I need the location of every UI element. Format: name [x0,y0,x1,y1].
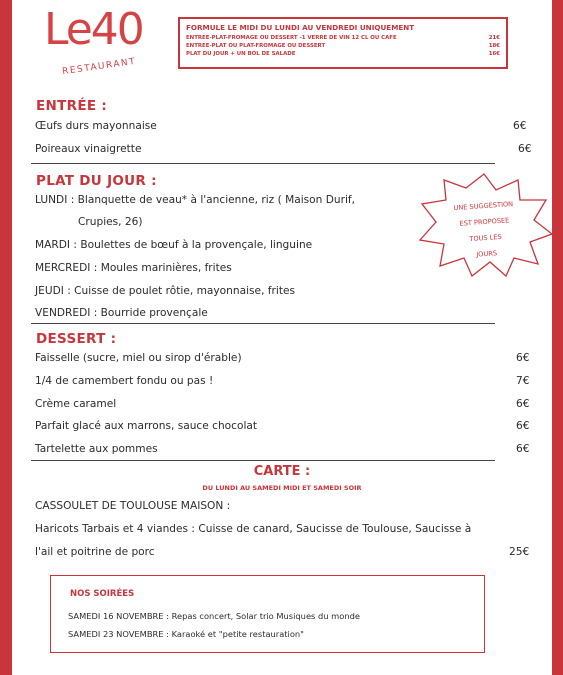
dessert-price: 6€ [516,420,530,432]
entree-price: 6€ [513,120,527,132]
divider [31,163,495,164]
plat-line: VENDREDI : Bourride provençale [35,307,208,319]
entree-title: ENTRÉE : [36,98,108,114]
formula-price: 21€ [488,35,500,41]
menu-page [12,0,552,675]
entree-item: Poireaux vinaigrette [35,143,142,155]
plat-title: PLAT DU JOUR : [36,173,157,189]
plat-line: MERCREDI : Moules marinières, frites [35,262,232,274]
formula-label: PLAT DU JOUR + UN BOL DE SALADE [186,51,296,57]
dessert-price: 6€ [516,352,530,364]
carte-title: CARTE : [253,464,311,479]
formula-price: 16€ [488,51,500,57]
formula-title: FORMULE LE MIDI DU LUNDI AU VENDREDI UNIQUEMENT [186,23,415,32]
carte-description: l'ail et poitrine de porc [35,546,155,558]
logo-subtitle: RESTAURANT [61,56,137,78]
plat-line: Crupies, 26) [78,216,143,228]
dessert-price: 6€ [516,443,530,455]
plat-line: LUNDI : Blanquette de veau* à l'ancienne, riz ( Maison Durif, [35,194,356,206]
dessert-item: Crème caramel [35,398,117,410]
carte-dish: CASSOULET DE TOULOUSE MAISON : [35,500,231,512]
soiree-item: SAMEDI 16 NOVEMBRE : Repas concert, Solar trio Musiques du monde [68,611,360,621]
formula-row [186,42,500,50]
dessert-item: 1/4 de camembert fondu ou pas ! [35,375,214,387]
entree-price: 6€ [518,143,532,155]
suggestion-line: JOURS [476,249,498,259]
suggestion-line: TOUS LES [469,232,502,244]
dessert-price: 6€ [516,398,530,410]
formula-price: 18€ [488,43,500,49]
formula-row [186,34,500,42]
dessert-title: DESSERT : [36,331,117,347]
divider [31,323,495,324]
carte-price: 25€ [509,546,530,558]
carte-description: Haricots Tarbais et 4 viandes : Cuisse de canard, Saucisse de Toulouse, Saucisse à [35,523,472,535]
restaurant-logo [40,4,150,82]
divider [31,460,495,461]
formula-box [178,17,508,69]
plat-line: JEUDI : Cuisse de poulet rôtie, mayonnaise, frites [35,285,296,297]
formula-label: ENTREE-PLAT OU PLAT-FROMAGE OU DESSERT [186,43,326,49]
suggestion-text [434,195,536,266]
formula-label: ENTREE-PLAT-FROMAGE OU DESSERT -1 VERRE DE VIN 12 CL OU CAFE [186,35,397,41]
dessert-item: Parfait glacé aux marrons, sauce chocolat [35,420,258,432]
entree-item: Œufs durs mayonnaise [35,120,157,132]
soiree-item: SAMEDI 23 NOVEMBRE : Karaoké et "petite restauration" [68,629,304,639]
soirees-box [50,575,485,653]
logo-wordmark: Le40 [44,4,143,55]
soirees-title: NOS SOIRÉES [70,589,135,599]
carte-subtitle: DU LUNDI AU SAMEDI MIDI ET SAMEDI SOIR [202,484,362,492]
dessert-item: Tartelette aux pommes [35,443,158,455]
suggestion-line: EST PROPOSEE [459,216,510,228]
plat-line: MARDI : Boulettes de bœuf à la provençale, linguine [35,239,313,251]
formula-row [186,50,500,58]
suggestion-line: UNE SUGGESTION [453,199,514,213]
dessert-price: 7€ [516,375,530,387]
dessert-item: Faisselle (sucre, miel ou sirop d'érable) [35,352,242,364]
